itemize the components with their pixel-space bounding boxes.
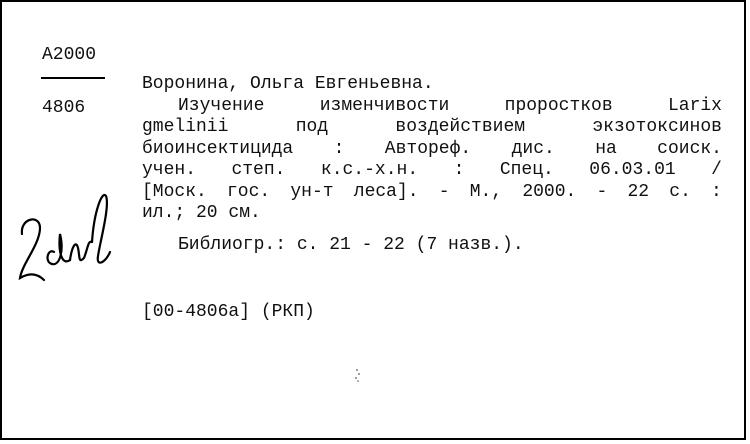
handwritten-annotation-icon [14,182,114,292]
title-word: проростков [504,95,613,116]
title-word: : [453,160,465,180]
holdings-number: [00-4806а] (РКП) [142,302,315,322]
title-word: с. [669,181,691,202]
title-word: степ. [231,160,286,180]
title-word: - [438,181,450,202]
title-word: ун-т [290,181,334,202]
title-word: 2000. [522,181,577,202]
title-line [142,160,722,182]
call-number-bottom: 4806 [42,98,86,118]
title-word: изменчивости [319,95,450,116]
title-line [142,96,722,118]
call-number-divider [41,77,105,79]
title-word: Спец. [499,160,554,180]
title-word: воздействием [395,117,526,137]
title-line [142,117,722,139]
title-word: соиск. [657,138,722,159]
title-word: гос. [226,181,271,202]
title-word: : [333,138,345,159]
title-word: Larix [667,95,722,116]
title-word: 22 [627,181,650,202]
author-heading: Воронина, Ольга Евгеньевна. [142,74,434,94]
title-word: биоинсектицида [142,138,294,159]
title-word: Изучение [178,95,265,116]
title-word: : [711,181,722,202]
title-word: к.с.-х.н. [320,160,419,180]
title-word: на [595,138,617,159]
title-word: Автореф. [384,138,472,159]
title-word: экзотоксинов [592,117,722,137]
title-line [142,182,722,204]
call-number-top: A2000 [42,45,97,65]
title-word: gmelinii [142,117,229,137]
title-line [142,139,722,161]
title-word: - [596,181,608,202]
bibliography-note: Библиогр.: с. 21 - 22 (7 назв.). [178,234,524,255]
title-word: М., [469,181,503,202]
title-word: леса]. [353,181,419,202]
title-word: / [711,160,722,180]
card-body [142,74,722,256]
title-word: 06.03.01 [589,160,676,180]
title-word: учен. [142,160,197,180]
title-word: [Моск. [142,181,207,202]
scan-speck-icon [354,368,362,382]
title-word: под [295,117,329,137]
physical-description: ил.; 20 см. [142,203,261,223]
title-word: дис. [511,138,555,159]
